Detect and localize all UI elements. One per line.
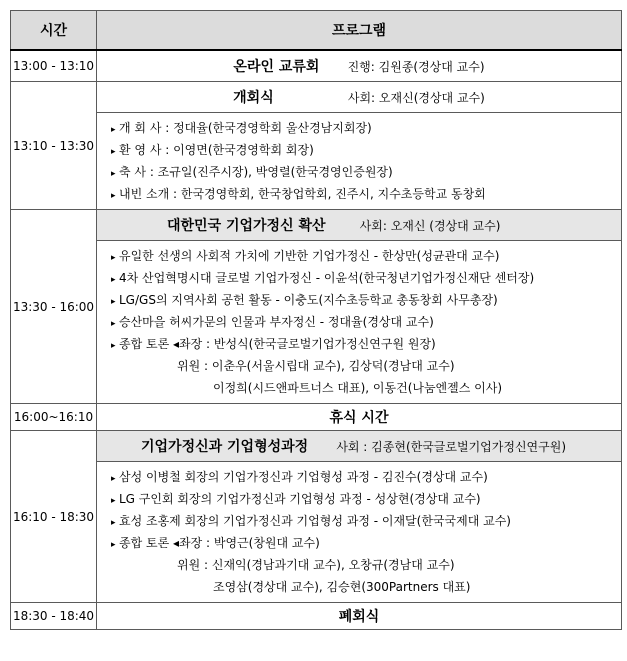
- session-detail-entrepreneurship: [11, 241, 622, 404]
- bullet-icon: ▸: [111, 125, 116, 135]
- bullet-icon: ▸: [111, 169, 116, 179]
- panel-members: 조영삼(경상대 교수), 김승현(300Partners 대표): [213, 580, 471, 594]
- list-item: ▸ 효성 조홍제 회장의 기업가정신과 기업형성 과정 - 이재달(한국국제대 교수): [97, 510, 621, 532]
- session-title: 폐회식: [97, 603, 622, 630]
- list-item: ▸ 삼성 이병철 회장의 기업가정신과 기업형성 과정 - 김진수(경상대 교수): [97, 466, 621, 488]
- session-items: [97, 241, 622, 404]
- list-item: ▸ 종합 토론 ◂좌장 : 박영근(창원대 교수): [97, 532, 621, 554]
- session-moderator: 진행: 김원종(경상대 교수): [347, 60, 485, 74]
- session-time: 13:30 - 16:00: [11, 210, 97, 404]
- bullet-icon: ▸: [111, 253, 116, 263]
- panel-members: 이정희(시드앤파트너스 대표), 이동건(나눔엔젤스 이사): [213, 381, 503, 395]
- bullet-icon: ▸: [111, 297, 116, 307]
- header-row: [11, 11, 622, 51]
- session-items: [97, 113, 622, 210]
- session-moderator: 사회: 오재신 (경상대 교수): [359, 219, 501, 233]
- session-title: 온라인 교류회: [233, 59, 320, 75]
- session-row-break: [11, 404, 622, 431]
- session-title: 개회식: [233, 90, 274, 106]
- session-title-cell: [97, 82, 622, 113]
- panel-members: 위원 : 이춘우(서울시립대 교수), 김상덕(경남대 교수): [177, 359, 455, 373]
- list-item: ▸ 유일한 선생의 사회적 가치에 기반한 기업가정신 - 한상만(성균관대 교수): [97, 245, 621, 267]
- list-item: ▸ 4차 산업혁명시대 글로벌 기업가정신 - 이윤석(한국청년기업가정신재단 센터장): [97, 267, 621, 289]
- session-time: 16:10 - 18:30: [11, 431, 97, 603]
- program-schedule: [10, 10, 621, 630]
- bullet-icon: ▸: [111, 341, 116, 351]
- list-item: ▸ LG/GS의 지역사회 공헌 활동 - 이충도(지수초등학교 총동창회 사무총장): [97, 289, 621, 311]
- session-detail-formation: [11, 462, 622, 603]
- session-moderator: 사회: 오재신(경상대 교수): [347, 91, 485, 105]
- session-time: 16:00~16:10: [11, 404, 97, 431]
- session-items: [97, 462, 622, 603]
- session-title: 대한민국 기업가정신 확산: [167, 218, 326, 234]
- session-time: 13:00 - 13:10: [11, 50, 97, 82]
- bullet-icon: ▸: [111, 191, 116, 201]
- header-time: 시간: [11, 11, 97, 51]
- session-title-cell: [97, 431, 622, 462]
- schedule-table: [10, 10, 622, 630]
- list-item: ▸ 내빈 소개 : 한국경영학회, 한국창업학회, 진주시, 지수초등학교 동창회: [97, 183, 621, 205]
- session-title-cell: [97, 210, 622, 241]
- session-title: 기업가정신과 기업형성과정: [141, 439, 309, 455]
- bullet-icon: ▸: [111, 496, 116, 506]
- session-title-cell: [97, 50, 622, 82]
- bullet-icon: ▸: [111, 147, 116, 157]
- list-item: ▸ LG 구인회 회장의 기업가정신과 기업형성 과정 - 성상현(경상대 교수): [97, 488, 621, 510]
- session-row-online: [11, 50, 622, 82]
- session-row-formation: [11, 431, 622, 462]
- session-row-closing: [11, 603, 622, 630]
- bullet-icon: ▸: [111, 319, 116, 329]
- session-row-entrepreneurship: [11, 210, 622, 241]
- bullet-icon: ▸: [111, 275, 116, 285]
- list-item: ▸ 종합 토론 ◂좌장 : 반성식(한국글로벌기업가정신연구원 원장): [97, 333, 621, 355]
- session-detail-opening: [11, 113, 622, 210]
- bullet-icon: ▸: [111, 474, 116, 484]
- list-item: ▸ 개 회 사 : 정대율(한국경영학회 울산경남지회장): [97, 117, 621, 139]
- session-time: 13:10 - 13:30: [11, 82, 97, 210]
- header-program: 프로그램: [97, 11, 622, 51]
- bullet-icon: ▸: [111, 518, 116, 528]
- session-time: 18:30 - 18:40: [11, 603, 97, 630]
- list-item: ▸ 환 영 사 : 이영면(한국경영학회 회장): [97, 139, 621, 161]
- list-item: ▸ 축 사 : 조규일(진주시장), 박영렬(한국경영인증원장): [97, 161, 621, 183]
- bullet-icon: ▸: [111, 540, 116, 550]
- session-moderator: 사회 : 김종현(한국글로벌기업가정신연구원): [336, 440, 567, 454]
- list-item: ▸ 승산마을 허씨가문의 인물과 부자정신 - 정대율(경상대 교수): [97, 311, 621, 333]
- panel-members: 위원 : 신재익(경남과기대 교수), 오창규(경남대 교수): [177, 558, 455, 572]
- session-title: 휴식 시간: [97, 404, 622, 431]
- session-row-opening: [11, 82, 622, 113]
